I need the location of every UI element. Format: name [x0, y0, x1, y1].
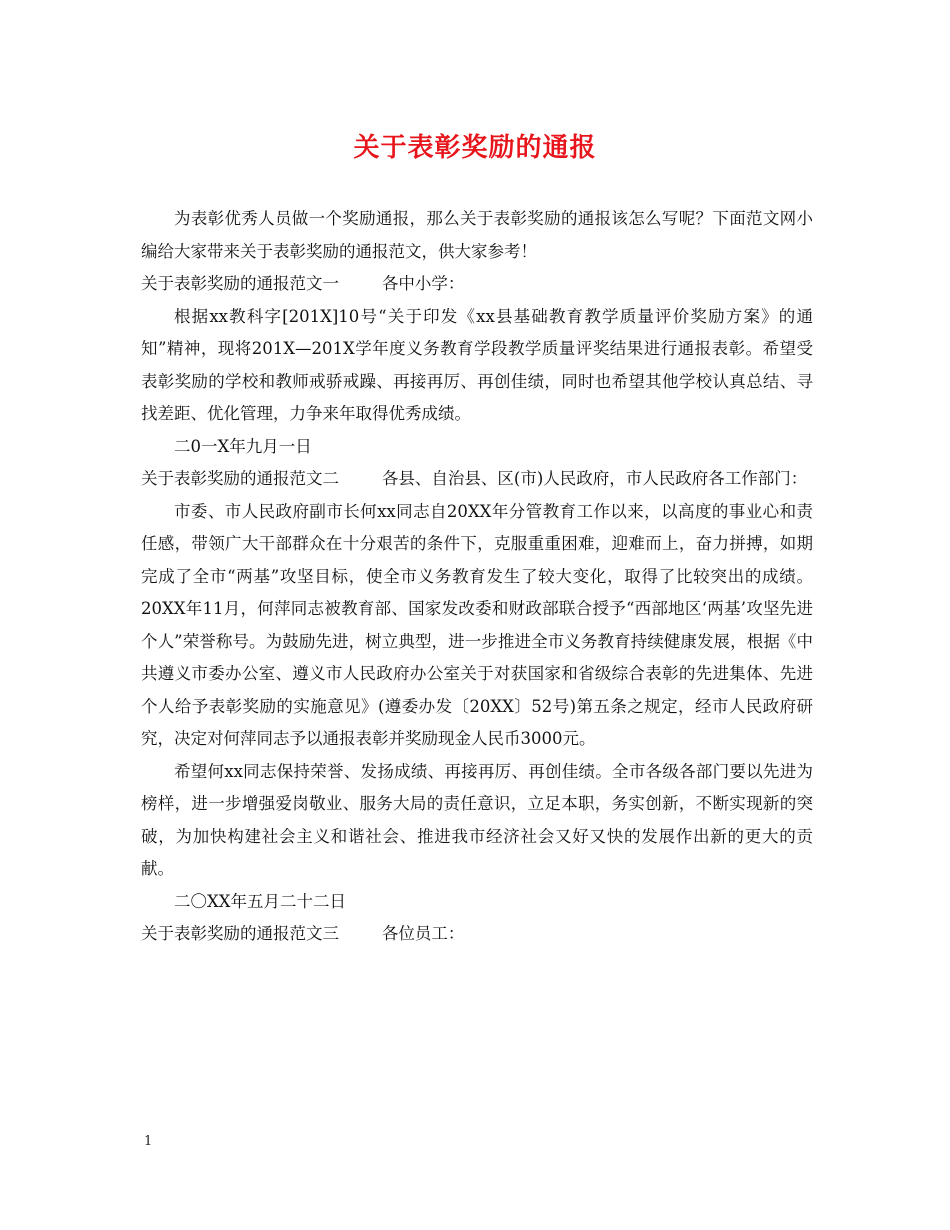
- sample1-addressee: 各中小学：: [381, 274, 465, 293]
- sample2-addressee: 各县、自治县、区(市)人民政府，市人民政府各工作部门：: [381, 469, 808, 488]
- sample2-body-paragraph-1: 市委、市人民政府副市长何xx同志自20XX年分管教育工作以来，以高度的事业心和责任感，带领广大干部群众在十分艰苦的条件下，克服重重困难，迎难而上，奋力拼搏，如期完成了全市“两基”攻坚目标，使全市义务教育发生了较大变化，取得了比较突出的成绩。20XX年11月，何萍同志被教育部、国家发改委和财政部联合授予“西部地区‘两基’攻坚先进个人”荣誉称号。为鼓励先进，树立典型，进一步推进全市义务教育持续健康发展，根据《中共遵义市委办公室、遵义市人民政府办公室关于对获国家和省级综合表彰的先进集体、先进个人给予表彰奖励的实施意见》(遵委办发〔20XX〕52号)第五条之规定，经市人民政府研究，决定对何萍同志予以通报表彰并奖励现金人民币3000元。: [141, 501, 813, 748]
- sample2-heading-line: [141, 463, 813, 496]
- sample2-heading: 关于表彰奖励的通报范文二: [141, 469, 339, 488]
- page-number: 1: [144, 1134, 153, 1149]
- sample1-heading: 关于表彰奖励的通报范文一: [141, 274, 339, 293]
- sample1-heading-line: [141, 268, 813, 301]
- sample2-body-paragraph-2: 希望何xx同志保持荣誉、发扬成绩、再接再厉、再创佳绩。全市各级各部门要以先进为榜样，进一步增强爱岗敬业、服务大局的责任意识，立足本职，务实创新，不断实现新的突破，为加快构建社会主义和谐社会、推进我市经济社会又好又快的发展作出新的更大的贡献。: [141, 761, 813, 878]
- sample3-heading-line: [141, 918, 813, 951]
- sample3-heading: 关于表彰奖励的通报范文三: [141, 924, 339, 943]
- sample2-date: 二〇XX年五月二十二日: [174, 891, 346, 911]
- document-body: [141, 203, 813, 951]
- sample3-addressee: 各位员工：: [381, 924, 465, 943]
- document-title: 关于表彰奖励的通报: [353, 133, 597, 163]
- intro-paragraph: 为表彰优秀人员做一个奖励通报，那么关于表彰奖励的通报该怎么写呢？下面范文网小编给大家带来关于表彰奖励的通报范文，供大家参考！: [141, 209, 813, 261]
- sample1-date: 二0一X年九月一日: [174, 436, 312, 456]
- sample1-body-paragraph: 根据xx教科字[201X]10号“关于印发《xx县基础教育教学质量评价奖励方案》的通知”精神，现将201X—201X学年度义务教育学段教学质量评奖结果进行通报表彰。希望受表彰奖励的学校和教师戒骄戒躁、再接再厉、再创佳绩，同时也希望其他学校认真总结、寻找差距、优化管理，力争来年取得优秀成绩。: [141, 306, 813, 423]
